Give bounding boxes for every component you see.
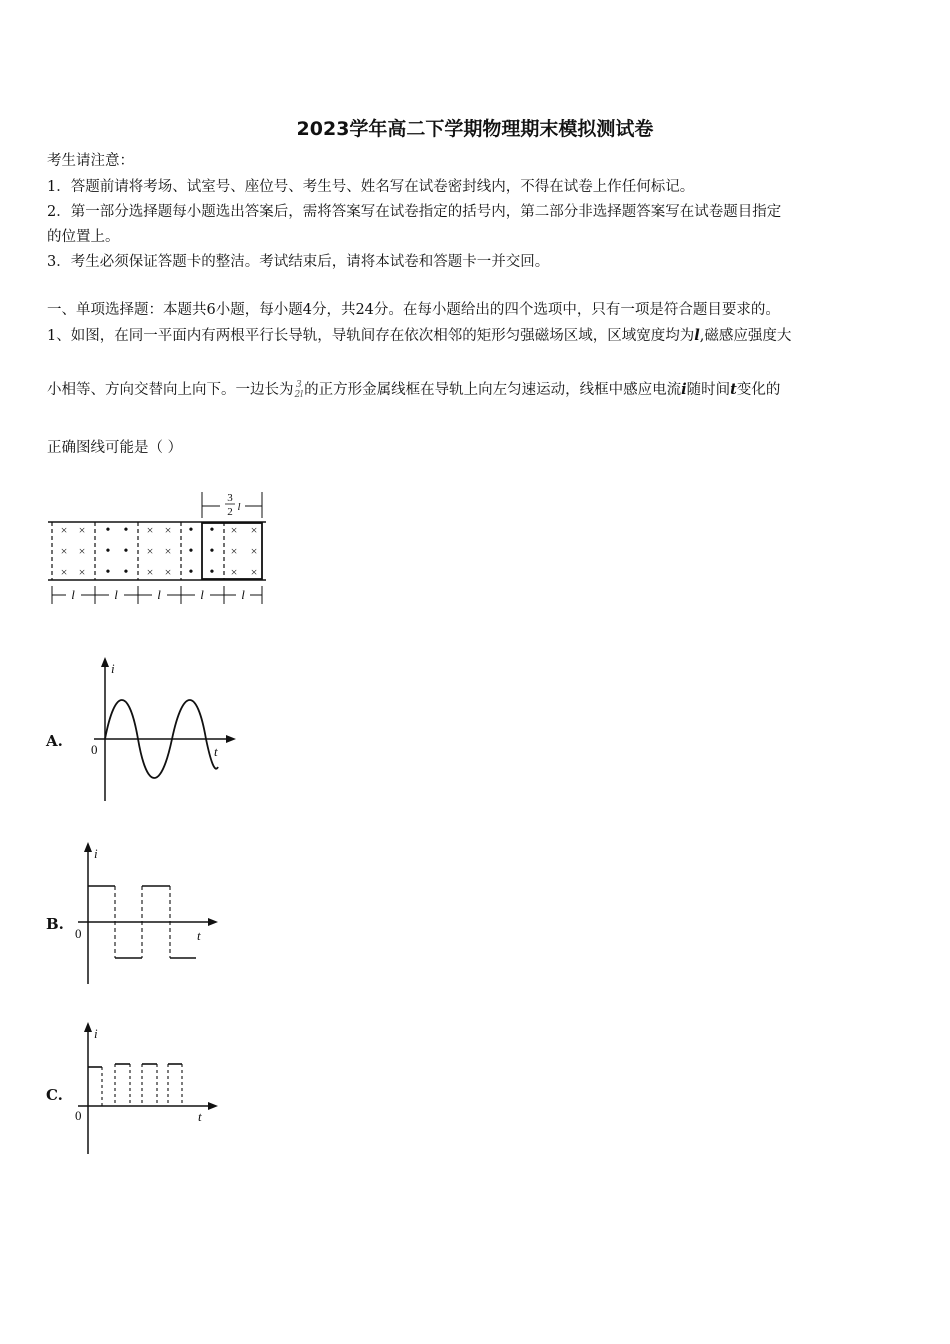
question1-line3: 正确图线可能是（ ）	[47, 440, 183, 456]
field-cross: ×	[78, 523, 86, 537]
segment-label: l	[114, 587, 118, 602]
segment-label: l	[241, 587, 245, 602]
frac-den-var	[295, 390, 304, 400]
option-c-graph[interactable]	[72, 1020, 222, 1158]
notice-item-1: 1．答题前请将考场、试室号、座位号、考生号、姓名写在试卷密封线内，不得在试卷上作任何标记。	[47, 179, 695, 195]
field-cross: ×	[146, 544, 154, 558]
field-dot: •	[123, 523, 129, 538]
option-a-label[interactable]: A.	[46, 732, 63, 750]
axis-i-label: i	[94, 1026, 98, 1041]
field-dot: •	[209, 523, 215, 538]
field-dot: •	[209, 544, 215, 559]
q1-var-t: t	[730, 381, 737, 398]
field-cross: ×	[230, 523, 238, 537]
field-cross: ×	[60, 523, 68, 537]
origin-label: 0	[75, 1108, 82, 1123]
field-dot: •	[123, 565, 129, 580]
field-cross: ×	[60, 544, 68, 558]
q1-text-d: 的正方形金属线框在导轨上向左匀速运动，线框中感应电流	[304, 382, 682, 398]
field-diagram	[44, 488, 270, 612]
q1-text-a: 1、如图，在同一平面内有两根平行长导轨，导轨间存在依次相邻的矩形匀强磁场区域，区域宽度均为	[47, 328, 695, 344]
notice-item-2-cont: 的位置上。	[47, 229, 120, 245]
option-b-graph[interactable]	[72, 840, 222, 988]
frac-var: l	[300, 390, 304, 400]
notice-heading: 考生请注意：	[47, 153, 134, 169]
field-dot: •	[105, 523, 111, 538]
frac-num: 3	[295, 380, 302, 390]
field-dot: •	[188, 523, 194, 538]
field-cross: ×	[60, 565, 68, 579]
q1-var-l: l	[694, 327, 700, 344]
frame-label-den: 2	[227, 506, 233, 518]
notice-item-3: 3．考生必须保证答题卡的整洁。考试结束后，请将本试卷和答题卡一并交回。	[47, 254, 550, 270]
field-cross: ×	[164, 565, 172, 579]
segment-label: l	[157, 587, 161, 602]
origin-label: 0	[91, 742, 98, 757]
question1-line2	[47, 380, 780, 400]
frame-label-num: 3	[227, 492, 233, 504]
field-dot: •	[105, 565, 111, 580]
field-cross: ×	[230, 544, 238, 558]
frac-den: 2	[294, 390, 301, 400]
option-a-graph[interactable]	[88, 655, 238, 805]
q1-text-c: 小相等、方向交替向上向下。一边长为	[47, 382, 294, 398]
field-cross: ×	[250, 523, 258, 537]
field-cross: ×	[164, 523, 172, 537]
segment-label: l	[200, 587, 204, 602]
axis-t-label: t	[197, 928, 201, 943]
axis-t-label: t	[198, 1109, 202, 1124]
fraction-three-halves-l	[295, 380, 304, 400]
axis-t-label: t	[214, 744, 218, 759]
field-dot: •	[209, 565, 215, 580]
q1-text-f: 变化的	[736, 382, 781, 398]
field-dot: •	[188, 544, 194, 559]
q1-text-b: ,磁感应强度大	[699, 328, 792, 344]
field-cross: ×	[250, 565, 258, 579]
field-cross: ×	[146, 565, 154, 579]
field-dot: •	[105, 544, 111, 559]
segment-label: l	[71, 587, 75, 602]
option-c-label[interactable]: C.	[46, 1086, 63, 1104]
field-cross: ×	[78, 565, 86, 579]
field-dot: •	[188, 565, 194, 580]
field-cross: ×	[250, 544, 258, 558]
axis-i-label: i	[111, 661, 115, 676]
frame-label-var: l	[237, 501, 241, 513]
axis-i-label: i	[94, 846, 98, 861]
section-heading: 一、单项选择题：本题共6小题，每小题4分，共24分。在每小题给出的四个选项中，只有一项是符合题目要求的。	[47, 302, 780, 318]
page-title: 2023学年高二下学期物理期末模拟测试卷	[296, 118, 654, 140]
notice-item-2: 2．第一部分选择题每小题选出答案后，需将答案写在试卷指定的括号内，第二部分非选择题答案写在试卷题目指定	[47, 204, 782, 220]
field-cross: ×	[78, 544, 86, 558]
field-dot: •	[123, 544, 129, 559]
option-b-label[interactable]: B.	[46, 915, 64, 933]
q1-var-i: i	[681, 381, 687, 398]
origin-label: 0	[75, 926, 82, 941]
field-cross: ×	[230, 565, 238, 579]
question1-line1	[47, 326, 791, 346]
q1-text-e: 随时间	[686, 382, 731, 398]
field-cross: ×	[164, 544, 172, 558]
field-cross: ×	[146, 523, 154, 537]
